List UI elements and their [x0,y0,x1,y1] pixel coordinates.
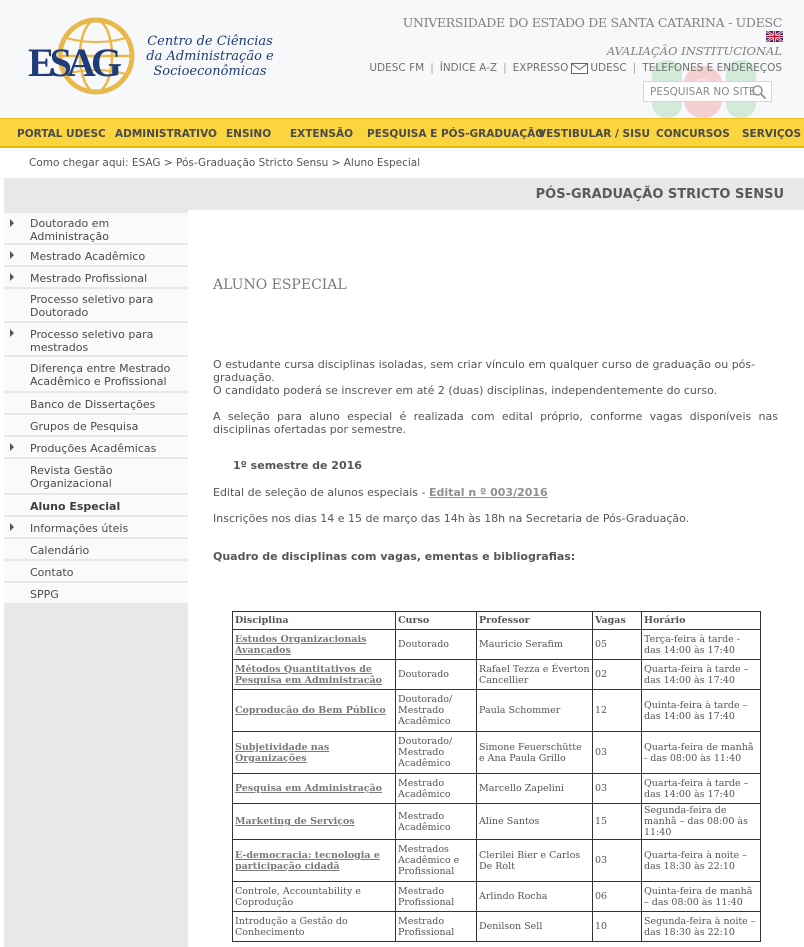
disciplina-link[interactable]: Subjetividade nas Organizações [235,741,330,764]
disciplina-link[interactable]: Estudos Organizacionais Avançados [235,633,367,656]
breadcrumb: Como chegar aqui: ESAG > Pós-Graduação Stricto Sensu > Aluno Especial [29,157,421,169]
nav-concursos[interactable]: CONCURSOS [656,128,730,140]
sidebar-item-producoes[interactable] [4,437,188,457]
sidebar-item-label: Grupos de Pesquisa [30,420,139,433]
sidebar-item-label: Processo seletivo para mestrados [30,328,154,354]
cell-disciplina [233,690,396,732]
cell-disciplina: Controle, Accountability e Coprodução [233,882,396,912]
table-row [233,630,761,660]
sidebar-item-label: Mestrado Profissional [30,272,148,285]
cell-curso: Mestrado Acadêmico [396,804,477,840]
sidebar-item-label: SPPG [30,588,59,601]
sidebar-item-contato[interactable] [4,561,188,581]
sidebar-item-label: Informações úteis [30,522,129,535]
avaliacao-link[interactable]: AVALIAÇÃO INSTITUCIONAL [606,44,782,58]
cell-disciplina [233,804,396,840]
telefones-link[interactable]: TELEFONES E ENDEREÇOS [642,62,782,74]
sidebar-item-label: Produções Acadêmicas [30,442,157,455]
cell-horario: Terça-feira à tarde - das 14:00 às 17:40 [642,630,761,660]
cell-vagas: 02 [593,660,642,690]
col-curso: Curso [396,612,477,630]
cell-curso: Doutorado/ Mestrado Acadêmico [396,732,477,774]
table-row [233,882,761,912]
sidebar-item-aluno-especial[interactable] [4,495,188,515]
nav-extensao[interactable]: EXTENSÃO [290,128,354,140]
logo-text: Centro de Ciências da Administração e Socioeconômicas [146,34,274,79]
separator: | [503,62,507,74]
cell-horario: Segunda-feira de manhã – das 08:00 às 11:40 [642,804,761,840]
cell-vagas: 10 [593,912,642,942]
table-row [233,690,761,732]
nav-ensino[interactable]: ENSINO [226,128,272,140]
logo-word: ESAG [28,40,117,85]
top-links [369,62,782,74]
sidebar-item-calendario[interactable] [4,539,188,559]
edital-prefix: Edital de seleção de alunos especiais - [213,486,429,499]
university-title[interactable]: UNIVERSIDADE DO ESTADO DE SANTA CATARINA - UDESC [402,15,782,30]
cell-disciplina [233,840,396,882]
table-row [233,660,761,690]
cell-professor: Rafael Tezza e Éverton Cancellier [477,660,593,690]
cell-professor: Clerilei Bier e Carlos De Rolt [477,840,593,882]
sidebar-item-label: Contato [30,566,74,579]
cell-disciplina [233,630,396,660]
cell-vagas: 06 [593,882,642,912]
col-professor: Professor [477,612,593,630]
nav-portal-udesc[interactable]: PORTAL UDESC [17,128,106,140]
col-horario: Horário [642,612,761,630]
disciplina-link[interactable]: E-democracia: tecnologia e participação cidadã [235,849,380,872]
cell-horario: Quinta-feira à tarde – das 14:00 às 17:40 [642,690,761,732]
paragraph-selection: A seleção para aluno especial é realizada com edital próprio, conforme vagas disponíveis nas disciplinas ofertadas por semestre. [213,410,778,436]
table-row [233,912,761,942]
sidebar [4,210,188,947]
cell-disciplina [233,660,396,690]
arrow-right-icon [10,251,14,259]
disciplina-link[interactable]: Coprodução do Bem Público [235,705,386,716]
arrow-right-icon [10,273,14,281]
nav-pesquisa-pos[interactable]: PESQUISA E PÓS-GRADUAÇÃO [367,128,545,140]
cell-curso: Mestrado Acadêmico [396,774,477,804]
cell-professor: Paula Schommer [477,690,593,732]
search-icon[interactable] [751,84,767,100]
sidebar-item-processo-mestrados[interactable] [4,323,188,355]
sidebar-item-doutorado[interactable] [4,213,188,243]
nav-vestibular[interactable]: VESTIBULAR / SISU [538,128,651,140]
esag-logo[interactable] [22,14,282,100]
arrow-right-icon [10,443,14,451]
indice-az-link[interactable]: ÍNDICE A-Z [439,62,498,74]
nav-servicos[interactable]: SERVIÇOS [742,128,802,140]
cell-horario: Quarta-feira à noite – das 18:30 às 22:10 [642,840,761,882]
cell-disciplina: Introdução a Gestão do Conhecimento [233,912,396,942]
section-bar [4,178,804,210]
cell-professor: Denilson Sell [477,912,593,942]
esag-logo-icon [26,16,144,98]
paragraph-limit: O candidato poderá se inscrever em até 2 (duas) disciplinas, independentemente do curso. [213,384,718,397]
cell-horario: Quarta-feira de manhã - das 08:00 às 11:40 [642,732,761,774]
udesc-fm-link[interactable]: UDESC FM [369,62,425,74]
sidebar-item-sppg[interactable] [4,583,188,603]
cell-vagas: 05 [593,630,642,660]
disciplina-link[interactable]: Pesquisa em Administração [235,783,383,794]
col-vagas: Vagas [593,612,642,630]
separator: | [430,62,434,74]
cell-horario: Quarta-feira à tarde – das 14:00 às 17:40 [642,660,761,690]
cell-disciplina [233,774,396,804]
udesc-mail-link[interactable]: UDESC [590,62,627,74]
table-row [233,804,761,840]
cell-professor: Simone Feuerschütte e Ana Paula Grillo [477,732,593,774]
cell-curso: Mestrados Acadêmico e Profissional [396,840,477,882]
inscricoes-text: Inscrições nos dias 14 e 15 de março das 14h às 18h na Secretaria de Pós-Graduação. [213,512,690,525]
mail-icon[interactable] [571,63,588,74]
cell-curso: Doutorado/ Mestrado Acadêmico [396,690,477,732]
cell-vagas: 03 [593,732,642,774]
site-header [0,0,804,118]
sidebar-item-processo-doutorado[interactable] [4,289,188,321]
semester-heading: 1º semestre de 2016 [233,459,362,472]
cell-vagas: 03 [593,840,642,882]
cell-vagas: 15 [593,804,642,840]
table-header-row [233,612,761,630]
sidebar-item-label: Calendário [30,544,90,557]
main-content [188,210,804,947]
sidebar-item-label: Revista Gestão Organizacional [30,464,113,490]
sidebar-item-label: Mestrado Acadêmico [30,250,146,263]
cell-professor: Mauricio Serafim [477,630,593,660]
sidebar-item-label: Aluno Especial [30,500,121,513]
main-nav [0,118,804,148]
sidebar-item-mestrado-academico[interactable] [4,245,188,265]
expresso-link[interactable]: EXPRESSO [512,62,569,74]
quadro-heading: Quadro de disciplinas com vagas, ementas e bibliografias: [213,550,576,563]
disciplinas-table [232,611,760,942]
sidebar-item-diferenca[interactable] [4,357,188,391]
sidebar-item-grupos-pesquisa[interactable] [4,415,188,435]
section-title: PÓS-GRADUAÇÃO STRICTO SENSU [535,187,784,202]
col-disciplina: Disciplina [233,612,396,630]
edital-link[interactable]: Edital n º 003/2016 [428,486,548,499]
uk-flag-icon[interactable] [766,31,783,42]
sidebar-item-label: Banco de Dissertações [30,398,156,411]
cell-horario: Segunda-feira à noite – das 18:30 às 22:10 [642,912,761,942]
cell-curso: Doutorado [396,660,477,690]
sidebar-item-label: Diferença entre Mestrado Acadêmico e Profissional [30,362,171,388]
cell-disciplina [233,732,396,774]
sidebar-item-banco-dissertacoes[interactable] [4,393,188,413]
sidebar-item-label: Processo seletivo para Doutorado [30,293,154,319]
arrow-right-icon [10,219,14,227]
cell-vagas: 12 [593,690,642,732]
disciplina-link[interactable]: Métodos Quantitativos de Pesquisa em Administração [235,663,383,686]
disciplina-link[interactable]: Marketing de Serviços [235,816,355,827]
paragraph-intro: O estudante cursa disciplinas isoladas, sem criar vínculo em qualquer curso de graduação ou pós-graduação. [213,358,756,384]
cell-curso: Doutorado [396,630,477,660]
cell-professor: Arlindo Rocha [477,882,593,912]
cell-vagas: 03 [593,774,642,804]
arrow-right-icon [10,523,14,531]
separator: | [632,62,637,74]
sidebar-item-mestrado-profissional[interactable] [4,267,188,287]
page-title: ALUNO ESPECIAL [213,277,347,293]
table-row [233,774,761,804]
sidebar-item-label: Doutorado em Administração [30,217,110,243]
table-row [233,840,761,882]
cell-horario: Quarta-feira à tarde – das 14:00 às 17:40 [642,774,761,804]
arrow-right-icon [10,329,14,337]
edital-line [213,486,548,499]
table-row [233,732,761,774]
sidebar-item-revista[interactable] [4,459,188,493]
cell-professor: Aline Santos [477,804,593,840]
cell-curso: Mestrado Profissional [396,882,477,912]
search-placeholder: PESQUISAR NO SITE [650,86,756,98]
cell-horario: Quinta-feira de manhã – das 08:00 às 11:40 [642,882,761,912]
search-input[interactable] [643,81,772,102]
cell-curso: Mestrado Profissional [396,912,477,942]
nav-administrativo[interactable]: ADMINISTRATIVO [115,128,217,140]
cell-professor: Marcello Zapelini [477,774,593,804]
sidebar-item-informacoes[interactable] [4,517,188,537]
